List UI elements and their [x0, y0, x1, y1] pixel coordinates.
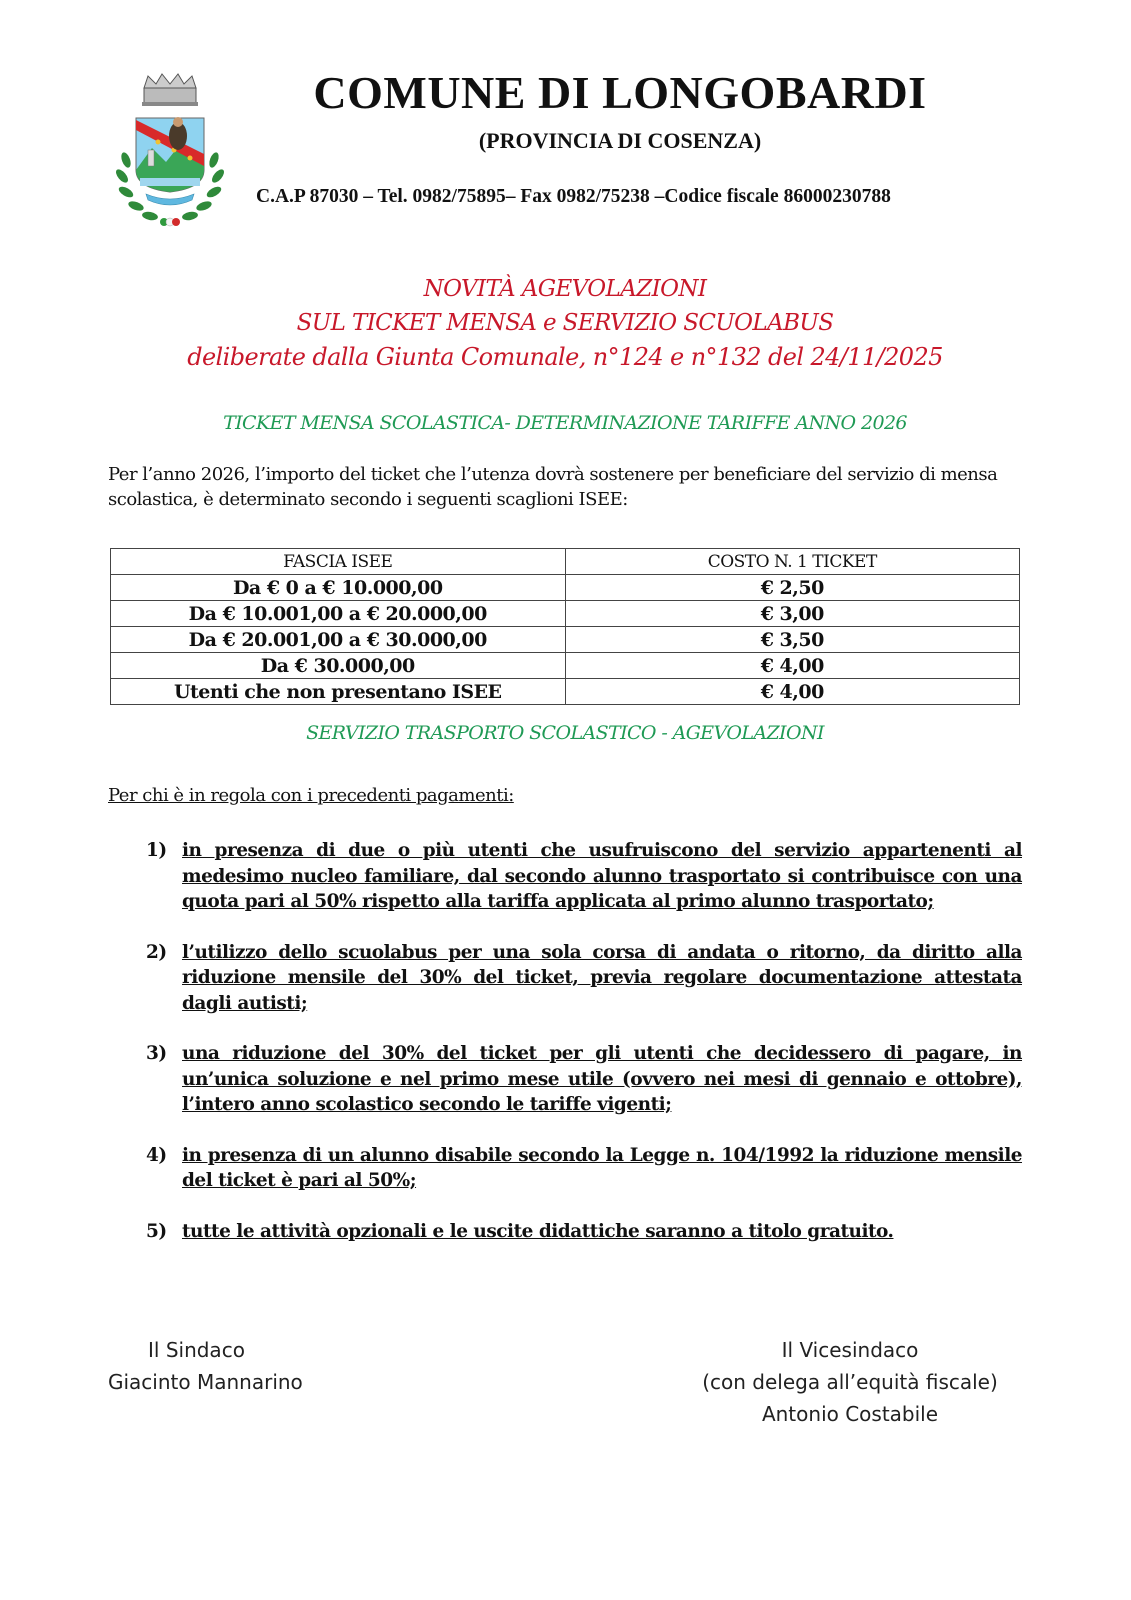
signature-name: Antonio Costabile: [761, 1402, 939, 1426]
mensa-section-heading: TICKET MENSA SCOLASTICA- DETERMINAZIONE TARIFFE ANNO 2026: [223, 412, 907, 434]
list-item: [146, 1041, 1022, 1118]
table-row: [111, 679, 1020, 705]
table-row: [111, 653, 1020, 679]
mensa-intro-paragraph: Per l’anno 2026, l’importo del ticket che l’utenza dovrà sostenere per beneficiare del servizio di mensa scolastica, è determinato secondo i seguenti scaglioni ISEE:: [108, 464, 998, 510]
signature-vicesindaco: [690, 1334, 1010, 1430]
list-item-text: l’utilizzo dello scuolabus per una sola corsa di andata o ritorno, da diritto alla riduzione mensile del 30% del ticket, previa regolare documentazione attestata dagli autisti;: [182, 941, 1022, 1014]
isee-range-cell: Da € 0 a € 10.000,00: [111, 575, 566, 601]
list-item: [146, 1219, 1022, 1245]
trasporto-lead-text: Per chi è in regola con i precedenti pagamenti:: [108, 785, 514, 806]
list-item: [146, 838, 1022, 915]
table-header-row: [111, 549, 1020, 575]
list-item-number: 5): [146, 1220, 167, 1242]
announcement-line-3: deliberate dalla Giunta Comunale, n°124 e n°132 del 24/11/2025: [187, 343, 943, 371]
signature-delegation-note: (con delega all’equità fiscale): [702, 1370, 998, 1394]
isee-range-cell: Da € 20.001,00 a € 30.000,00: [111, 627, 566, 653]
isee-range-cell: Utenti che non presentano ISEE: [111, 679, 566, 705]
province-subtitle: (PROVINCIA DI COSENZA): [478, 128, 762, 153]
isee-range-cell: Da € 10.001,00 a € 20.000,00: [111, 601, 566, 627]
ticket-cost-cell: € 3,00: [565, 601, 1020, 627]
crown-icon: [142, 74, 198, 106]
list-item: [146, 1143, 1022, 1194]
table-row: [111, 627, 1020, 653]
ticket-cost-cell: € 3,50: [565, 627, 1020, 653]
list-item-number: 1): [146, 840, 167, 861]
municipality-title: COMUNE DI LONGOBARDI: [313, 67, 927, 118]
ticket-cost-cell: € 2,50: [565, 575, 1020, 601]
trasporto-section-heading: SERVIZIO TRASPORTO SCOLASTICO - AGEVOLAZIONI: [306, 722, 824, 744]
table-row: [111, 575, 1020, 601]
signature-name: Giacinto Mannarino: [108, 1370, 303, 1394]
announcement-line-1: NOVITÀ AGEVOLAZIONI: [423, 276, 707, 302]
list-item-text: tutte le attività opzionali e le uscite didattiche saranno a titolo gratuito.: [182, 1220, 894, 1242]
announcement-line-2: SUL TICKET MENSA e SERVIZIO SCUOLABUS: [296, 310, 834, 336]
list-item-text: in presenza di due o più utenti che usufruiscono del servizio appartenenti al medesimo nucleo familiare, dal secondo alunno trasportato si contribuisce con una quota pari al 50% rispetto alla tariffa applicata al primo alunno trasportato;: [182, 840, 1022, 912]
table-row: [111, 601, 1020, 627]
list-item-number: 2): [146, 941, 167, 963]
ticket-cost-cell: € 4,00: [565, 679, 1020, 705]
signature-role: Il Vicesindaco: [781, 1338, 919, 1362]
list-item-text: in presenza di un alunno disabile secondo la Legge n. 104/1992 la riduzione mensile del ticket è pari al 50%;: [182, 1144, 1022, 1191]
list-item-number: 3): [146, 1043, 167, 1064]
column-header-costo-ticket: COSTO N. 1 TICKET: [565, 549, 1020, 575]
list-item: [146, 940, 1022, 1017]
column-header-fascia-isee: FASCIA ISEE: [111, 549, 566, 575]
signature-sindaco: [108, 1334, 303, 1398]
list-item-number: 4): [146, 1144, 167, 1166]
isee-range-cell: Da € 30.000,00: [111, 653, 566, 679]
agevolazioni-list: [146, 838, 1022, 1269]
municipal-crest-icon: [112, 70, 228, 234]
isee-tariff-table: [110, 548, 1020, 705]
list-item-text: una riduzione del 30% del ticket per gli utenti che decidessero di pagare, in un’unica soluzione e nel primo mese utile (ovvero nei mesi di gennaio e ottobre), l’intero anno scolastico secondo le tariffe vigenti;: [182, 1043, 1022, 1115]
signature-role: Il Sindaco: [148, 1338, 245, 1362]
ticket-cost-cell: € 4,00: [565, 653, 1020, 679]
contact-info: C.A.P 87030 – Tel. 0982/75895– Fax 0982/75238 –Codice fiscale 86000230788: [256, 186, 891, 207]
